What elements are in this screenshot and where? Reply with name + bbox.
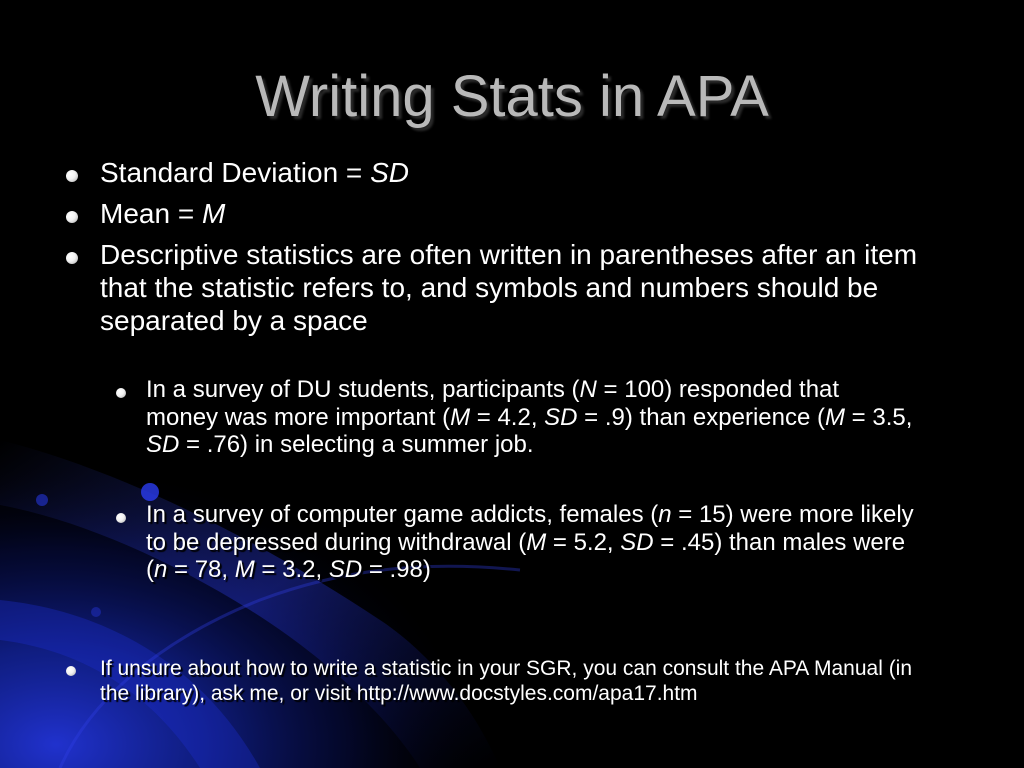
bullet-dot-icon bbox=[116, 388, 126, 398]
symbol-m: M bbox=[526, 528, 547, 556]
symbol-sd: SD bbox=[328, 556, 363, 583]
symbol-n: N bbox=[579, 376, 597, 403]
text-segment: = 5.2, bbox=[546, 528, 621, 556]
symbol-sd: SD bbox=[620, 528, 654, 556]
text-segment: = .98) bbox=[362, 556, 431, 583]
text-segment: = 78, bbox=[167, 556, 235, 583]
bullet-text: If unsure about how to write a statistic in your SGR, you can consult the APA Manual (in the library), ask me, or visit http://www.docstyles.com/apa17.htm bbox=[100, 657, 913, 705]
sub-bullet-text bbox=[146, 376, 916, 459]
symbol-n: n bbox=[658, 501, 672, 528]
text-segment: = 3.5, bbox=[845, 403, 913, 431]
text-segment: = 100) responded that money was more important ( bbox=[146, 376, 840, 431]
symbol-m: M bbox=[450, 403, 471, 431]
sub-bullet-du-survey bbox=[116, 376, 916, 459]
symbol-n: n bbox=[154, 556, 168, 583]
sub-bullet-game-addicts-survey bbox=[116, 501, 916, 584]
symbol-sd: SD bbox=[146, 431, 180, 458]
text-segment: Standard Deviation = bbox=[100, 157, 371, 188]
bullet-dot-icon bbox=[116, 513, 126, 523]
bullet-dot-icon bbox=[66, 666, 76, 676]
bullet-apa-manual-resource bbox=[66, 657, 966, 706]
bullet-text bbox=[100, 156, 409, 189]
bullet-mean bbox=[66, 197, 966, 230]
bullet-dot-icon bbox=[66, 170, 78, 182]
symbol-sd: SD bbox=[544, 403, 578, 431]
symbol-m: M bbox=[234, 556, 255, 583]
bullet-dot-icon bbox=[66, 211, 78, 223]
bullet-standard-deviation bbox=[66, 156, 966, 189]
text-segment: = 3.2, bbox=[254, 556, 329, 583]
sub-bullet-text bbox=[146, 501, 916, 584]
text-segment: = .45) than males were ( bbox=[146, 528, 906, 583]
symbol-m: M bbox=[201, 198, 226, 229]
text-segment: In a survey of computer game addicts, females ( bbox=[146, 501, 659, 528]
text-segment: = .76) in selecting a summer job. bbox=[179, 431, 534, 458]
bullet-descriptive-statistics bbox=[66, 238, 966, 337]
text-segment: = 4.2, bbox=[470, 403, 545, 431]
text-segment: In a survey of DU students, participants ( bbox=[146, 376, 580, 403]
text-segment: = 15) were more likely to be depressed during withdrawal ( bbox=[146, 501, 914, 556]
bullet-text: Descriptive statistics are often written in parentheses after an item that the statistic refers to, and symbols and numbers should be separated by a space bbox=[100, 239, 918, 336]
symbol-m: M bbox=[825, 403, 845, 431]
slide-title: Writing Stats in APA bbox=[255, 64, 769, 129]
text-segment: = .9) than experience ( bbox=[577, 403, 825, 431]
bullet-text bbox=[100, 197, 225, 230]
text-segment: Mean = bbox=[100, 198, 202, 229]
symbol-sd: SD bbox=[370, 157, 409, 188]
bullet-dot-icon bbox=[66, 252, 78, 264]
